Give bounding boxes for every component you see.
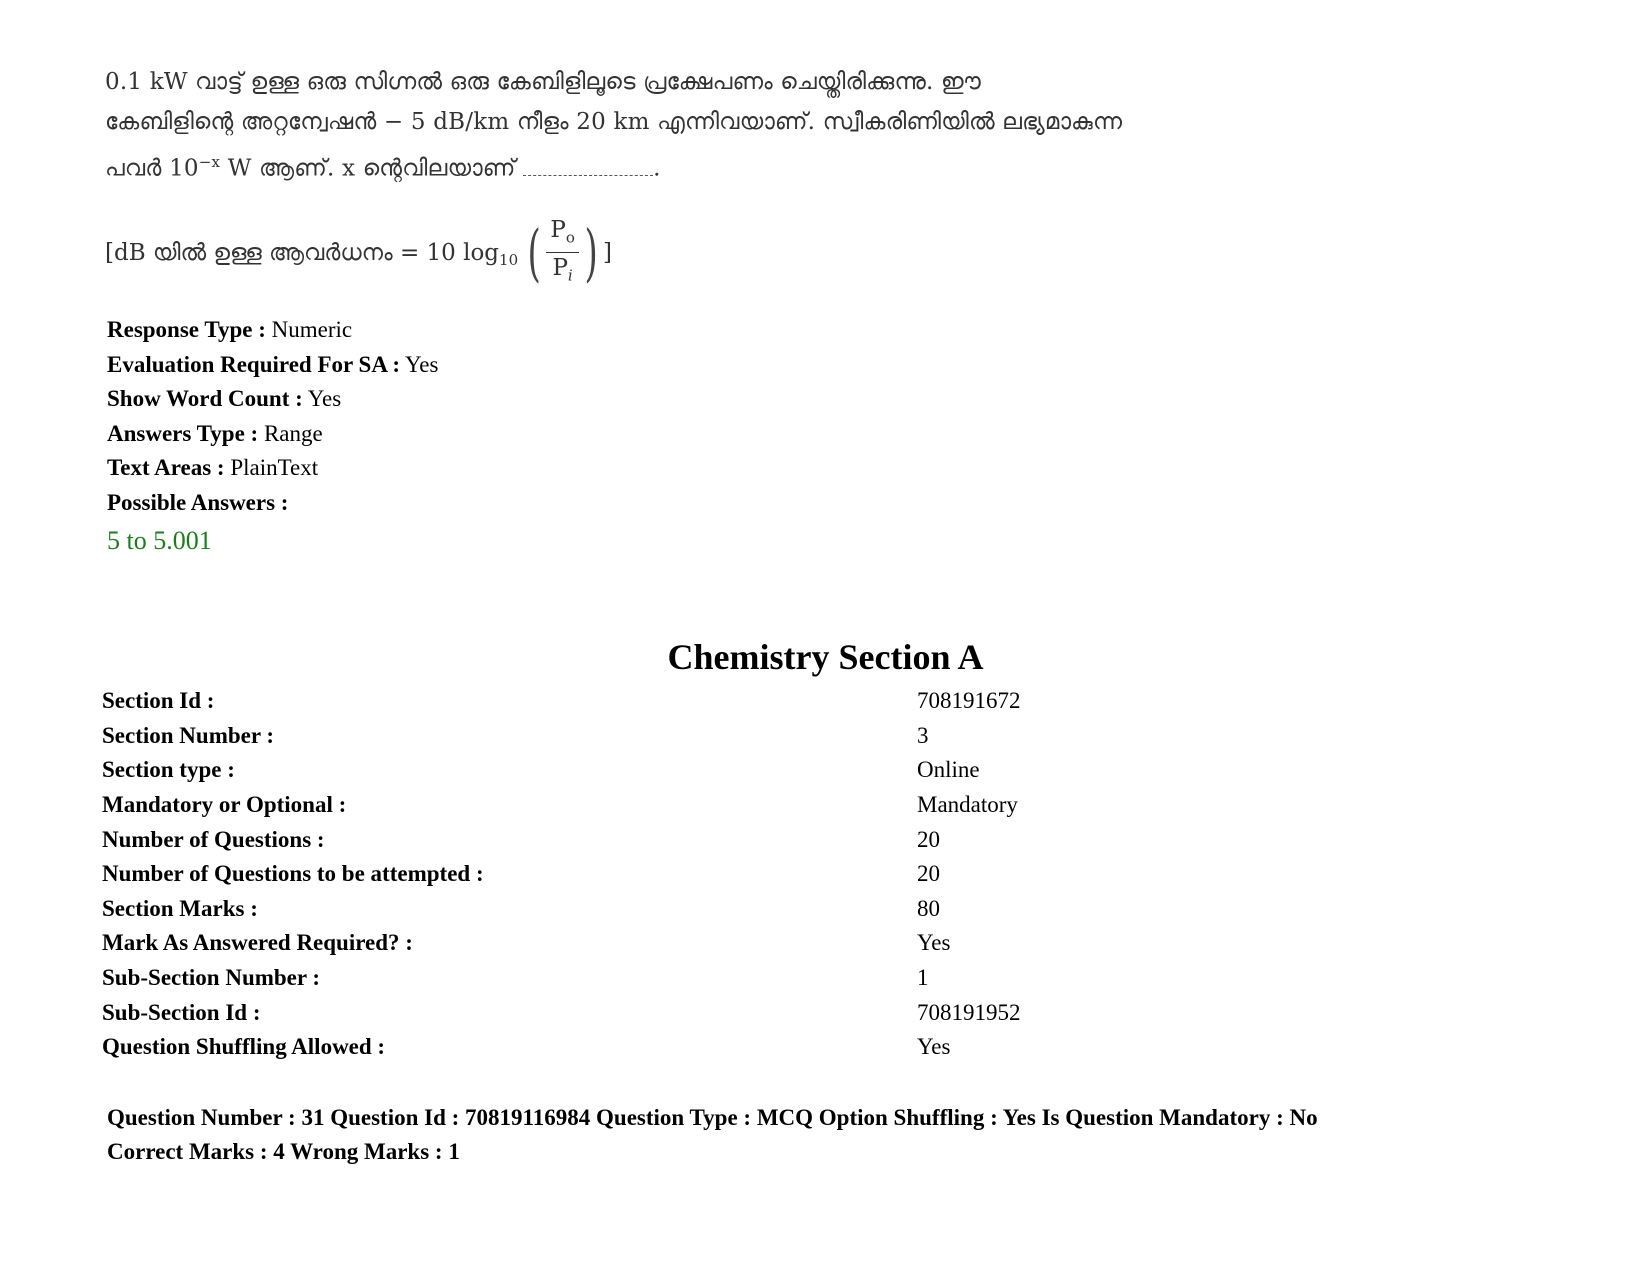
left-paren: ( <box>527 215 541 289</box>
answer-blank <box>523 157 653 176</box>
response-details <box>107 313 438 559</box>
table-row: Sub-Section Number : 1 <box>102 965 929 991</box>
question-line-1: 0.1 kW വാട്ട് ഉള്ള ഒരു സിഗ്നൽ ഒരു കേബിളിലൂടെ പ്രക്ഷേപണം ചെയ്തിരിക്കുന്നു. ഈ <box>105 69 981 95</box>
formula-suffix: ] <box>603 239 613 266</box>
formula-prefix: [dB യിൽ ഉള്ള ആവർധനം = 10 log <box>105 239 500 266</box>
formula-fraction-group <box>522 215 603 291</box>
table-row: Number of Questions : 20 <box>102 826 940 852</box>
question-line-2: കേബിളിന്റെ അറ്റന്വേഷൻ − 5 dB/km നീളം 20 km എന്നിവയാണ്. സ്വീകരിണിയിൽ ലഭ്യമാകുന്ന <box>105 109 1123 135</box>
question-line-3-prefix: പവർ 10 <box>105 155 199 182</box>
table-row: Question Shuffling Allowed : Yes <box>102 1034 951 1060</box>
table-row: Mandatory or Optional : Mandatory <box>102 792 1018 818</box>
question-marks-line: Correct Marks : 4 Wrong Marks : 1 <box>107 1139 460 1164</box>
answers-type-row: Answers Type : Range <box>107 420 323 446</box>
section-details-table <box>102 684 1102 1065</box>
table-row: Section type : Online <box>102 757 980 783</box>
fraction-denominator: $P_i$ <box>552 255 573 285</box>
show-word-count-row: Show Word Count : Yes <box>107 386 342 411</box>
gain-formula <box>105 215 1225 291</box>
exponent: −x <box>198 153 221 171</box>
right-paren: ) <box>584 215 598 289</box>
table-row: Section Id : 708191672 <box>102 688 1021 714</box>
question-text-block <box>105 62 1225 291</box>
formula-log-base: 10 <box>499 250 519 269</box>
table-row: Section Number : 3 <box>102 722 929 748</box>
possible-answers-row: Possible Answers : <box>107 489 289 515</box>
table-row: Number of Questions to be attempted : 20 <box>102 861 940 887</box>
question-line-3 <box>105 142 1225 189</box>
formula-fraction <box>546 215 579 291</box>
section-title: Chemistry Section A <box>667 637 984 677</box>
text-areas-row: Text Areas : PlainText <box>107 455 319 480</box>
table-row: Section Marks : 80 <box>102 895 940 921</box>
table-row: Sub-Section Id : 708191952 <box>102 999 1021 1025</box>
table-row: Mark As Answered Required? : Yes <box>102 930 951 956</box>
possible-answer-value: 5 to 5.001 <box>107 526 212 555</box>
evaluation-required-row: Evaluation Required For SA : Yes <box>107 351 439 377</box>
next-question-header <box>107 1101 1318 1169</box>
question-line-3-suffix: . <box>653 155 661 182</box>
question-info-line: Question Number : 31 Question Id : 70819116984 Question Type : MCQ Option Shuffling : Yes Is Question Mandatory : No <box>107 1105 1318 1130</box>
fraction-numerator: $P_o$ <box>546 215 579 254</box>
question-line-3-mid: W ആണ്. x ന്റെവിലയാണ് <box>220 155 524 182</box>
response-type-row: Response Type : Numeric <box>107 317 353 342</box>
